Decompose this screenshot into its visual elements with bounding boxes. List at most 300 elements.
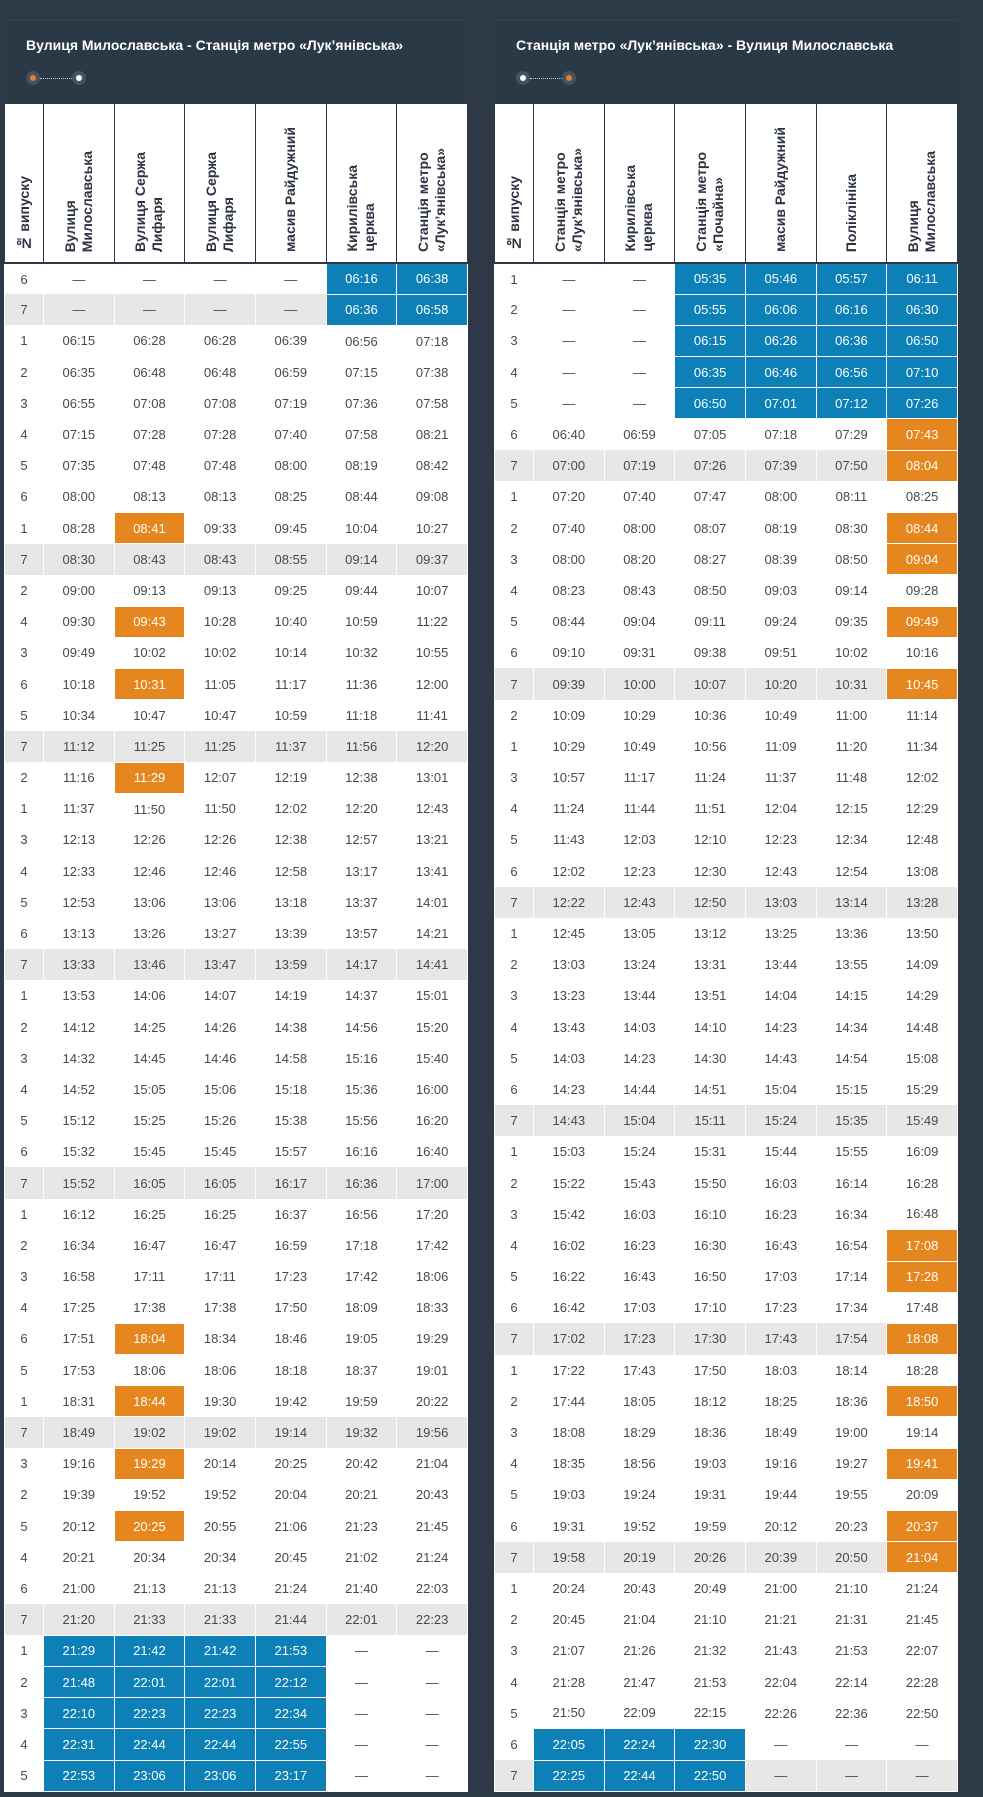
time-cell: 13:08 [887, 856, 958, 887]
time-cell: 21:33 [114, 1604, 185, 1635]
time-cell: 14:34 [816, 1012, 887, 1043]
time-cell: 20:12 [745, 1511, 816, 1542]
time-cell: 06:35 [44, 357, 115, 388]
time-cell: 16:47 [185, 1230, 256, 1261]
time-cell: 17:00 [397, 1167, 468, 1198]
time-cell: 22:26 [745, 1698, 816, 1729]
time-cell: 22:50 [887, 1698, 958, 1729]
table-row [495, 637, 958, 668]
time-cell: 08:11 [816, 481, 887, 512]
time-cell: 15:57 [255, 1136, 326, 1167]
run-number-cell: 6 [5, 263, 44, 294]
time-cell: 15:43 [604, 1167, 675, 1198]
time-cell: 06:55 [44, 388, 115, 419]
time-cell: 12:26 [114, 824, 185, 855]
run-number-cell: 7 [5, 731, 44, 762]
time-cell: 21:29 [44, 1635, 115, 1666]
time-cell: 16:00 [397, 1074, 468, 1105]
run-number-cell: 5 [495, 1479, 534, 1510]
time-cell: 10:49 [604, 731, 675, 762]
time-cell: 10:59 [255, 700, 326, 731]
run-number-cell: 3 [495, 544, 534, 575]
table-row [5, 1105, 468, 1136]
time-cell: 20:49 [675, 1573, 746, 1604]
time-cell: 17:42 [326, 1261, 397, 1292]
time-cell: 10:27 [397, 513, 468, 544]
time-cell: 20:25 [114, 1511, 185, 1542]
dotted-line [530, 78, 562, 79]
table-row [5, 263, 468, 294]
run-number-cell: 1 [5, 1199, 44, 1230]
run-number-cell: 3 [495, 980, 534, 1011]
time-cell: 20:26 [675, 1542, 746, 1573]
time-cell: 19:27 [816, 1448, 887, 1479]
run-number-cell: 6 [5, 1136, 44, 1167]
table-row [495, 762, 958, 793]
timetable [494, 104, 958, 1792]
time-cell: 09:31 [604, 637, 675, 668]
run-number-cell: 3 [495, 762, 534, 793]
time-cell: 20:34 [185, 1542, 256, 1573]
run-number-cell: 4 [495, 1230, 534, 1261]
time-cell: 14:30 [675, 1043, 746, 1074]
time-cell: 10:36 [675, 700, 746, 731]
time-cell: — [255, 263, 326, 294]
time-cell: 13:27 [185, 918, 256, 949]
run-number-cell: 1 [5, 1386, 44, 1417]
time-cell: 10:29 [534, 731, 605, 762]
time-cell: 10:29 [604, 700, 675, 731]
time-cell: 15:24 [604, 1136, 675, 1167]
column-header-label: Кирилівська церква [344, 165, 378, 252]
column-header-label: Станція метро «Почайна» [693, 152, 727, 252]
table-row [495, 450, 958, 481]
time-cell: 06:46 [745, 357, 816, 388]
time-cell: 19:41 [887, 1448, 958, 1479]
time-cell: 10:28 [185, 606, 256, 637]
time-cell: 06:59 [604, 419, 675, 450]
time-cell: 08:23 [534, 575, 605, 606]
time-cell: 18:35 [534, 1448, 605, 1479]
time-cell: 07:15 [326, 357, 397, 388]
time-cell: — [44, 263, 115, 294]
table-row [495, 1323, 958, 1354]
run-number-cell: 1 [5, 325, 44, 356]
time-cell: 19:58 [534, 1542, 605, 1573]
time-cell: 09:49 [887, 606, 958, 637]
time-cell: 07:20 [534, 481, 605, 512]
time-cell: 14:43 [745, 1043, 816, 1074]
time-cell: 10:07 [397, 575, 468, 606]
time-cell: 09:03 [745, 575, 816, 606]
time-cell: 15:01 [397, 980, 468, 1011]
table-row [495, 1573, 958, 1604]
time-cell: 13:21 [397, 824, 468, 855]
time-cell: 16:58 [44, 1261, 115, 1292]
run-number-cell: 7 [495, 450, 534, 481]
time-cell: 10:56 [675, 731, 746, 762]
run-number-cell: 7 [495, 1105, 534, 1136]
column-header-stop [816, 104, 887, 263]
time-cell: — [255, 294, 326, 325]
time-cell: 14:12 [44, 1012, 115, 1043]
time-cell: 18:08 [887, 1323, 958, 1354]
time-cell: 11:00 [816, 700, 887, 731]
table-row [495, 1230, 958, 1261]
time-cell: 10:09 [534, 700, 605, 731]
table-row [5, 325, 468, 356]
time-cell: 20:34 [114, 1542, 185, 1573]
time-cell: 06:06 [745, 294, 816, 325]
time-cell: 14:46 [185, 1043, 256, 1074]
time-cell: 16:02 [534, 1230, 605, 1261]
table-row [5, 1292, 468, 1323]
time-cell: 13:31 [675, 949, 746, 980]
time-cell: 06:48 [114, 357, 185, 388]
time-cell: 06:28 [185, 325, 256, 356]
time-cell: 13:28 [887, 887, 958, 918]
time-cell: 21:43 [745, 1635, 816, 1666]
time-cell: 17:44 [534, 1386, 605, 1417]
run-number-cell: 2 [495, 294, 534, 325]
table-row [5, 1573, 468, 1604]
time-cell: 11:24 [675, 762, 746, 793]
time-cell: 21:00 [44, 1573, 115, 1604]
table-row [495, 1386, 958, 1417]
table-row [5, 450, 468, 481]
table-row [495, 1698, 958, 1729]
time-cell: 07:40 [534, 513, 605, 544]
run-number-cell: 1 [495, 1573, 534, 1604]
run-number-cell: 1 [5, 793, 44, 824]
run-number-cell: 5 [495, 1698, 534, 1729]
time-cell: 13:57 [326, 918, 397, 949]
time-cell: 12:26 [185, 824, 256, 855]
table-row [495, 1635, 958, 1666]
time-cell: 10:14 [255, 637, 326, 668]
time-cell: 16:10 [675, 1199, 746, 1230]
time-cell: 11:48 [816, 762, 887, 793]
run-number-cell: 3 [495, 325, 534, 356]
time-cell: 22:25 [534, 1760, 605, 1791]
run-number-cell: 5 [5, 1105, 44, 1136]
time-cell: 13:18 [255, 887, 326, 918]
time-cell: 19:55 [816, 1479, 887, 1510]
time-cell: 16:37 [255, 1199, 326, 1230]
time-cell: 16:50 [675, 1261, 746, 1292]
time-cell: 13:06 [114, 887, 185, 918]
run-number-cell: 2 [5, 1666, 44, 1697]
column-header-stop [114, 104, 185, 263]
time-cell: 13:47 [185, 949, 256, 980]
time-cell: 12:57 [326, 824, 397, 855]
table-row [5, 731, 468, 762]
table-row [495, 1261, 958, 1292]
time-cell: 19:24 [604, 1479, 675, 1510]
time-cell: 10:55 [397, 637, 468, 668]
time-cell: 14:41 [397, 949, 468, 980]
time-cell: 17:20 [397, 1199, 468, 1230]
white-dot-icon [72, 71, 86, 85]
run-number-cell: 5 [495, 1043, 534, 1074]
time-cell: 09:14 [816, 575, 887, 606]
time-cell: 18:05 [604, 1386, 675, 1417]
time-cell: 14:32 [44, 1043, 115, 1074]
run-number-cell: 2 [495, 1167, 534, 1198]
time-cell: 08:00 [44, 481, 115, 512]
time-cell: 21:28 [534, 1666, 605, 1697]
time-cell: 17:23 [604, 1323, 675, 1354]
table-row [5, 544, 468, 575]
table-row [495, 1542, 958, 1573]
time-cell: 18:12 [675, 1386, 746, 1417]
time-cell: 17:54 [816, 1323, 887, 1354]
time-cell: 06:39 [255, 325, 326, 356]
run-number-cell: 3 [495, 1417, 534, 1448]
time-cell: 13:14 [816, 887, 887, 918]
time-cell: — [114, 294, 185, 325]
time-cell: 11:24 [534, 793, 605, 824]
time-cell: 13:44 [745, 949, 816, 980]
table-row [495, 1760, 958, 1791]
time-cell: 10:20 [745, 668, 816, 699]
white-dot-icon [516, 71, 530, 85]
time-cell: 06:56 [326, 325, 397, 356]
column-header-label: № випуску [505, 176, 522, 252]
run-number-cell: 6 [495, 856, 534, 887]
time-cell: 12:54 [816, 856, 887, 887]
time-cell: — [887, 1760, 958, 1791]
time-cell: 19:03 [534, 1479, 605, 1510]
table-row [5, 419, 468, 450]
table-row [495, 1479, 958, 1510]
run-number-cell: 7 [5, 949, 44, 980]
time-cell: 14:23 [745, 1012, 816, 1043]
time-cell: 09:13 [185, 575, 256, 606]
time-cell: 18:34 [185, 1323, 256, 1354]
time-cell: 16:30 [675, 1230, 746, 1261]
time-cell: 17:38 [185, 1292, 256, 1323]
time-cell: 11:25 [185, 731, 256, 762]
time-cell: 14:56 [326, 1012, 397, 1043]
time-cell: — [604, 357, 675, 388]
time-cell: — [604, 294, 675, 325]
time-cell: — [185, 263, 256, 294]
time-cell: 22:44 [604, 1760, 675, 1791]
time-cell: 12:30 [675, 856, 746, 887]
time-cell: 14:48 [887, 1012, 958, 1043]
run-number-cell: 4 [495, 1012, 534, 1043]
time-cell: 14:26 [185, 1012, 256, 1043]
time-cell: 19:52 [604, 1511, 675, 1542]
time-cell: 13:50 [887, 918, 958, 949]
time-cell: 08:44 [534, 606, 605, 637]
table-row [495, 513, 958, 544]
time-cell: 20:43 [397, 1479, 468, 1510]
time-cell: 20:22 [397, 1386, 468, 1417]
time-cell: 16:34 [816, 1199, 887, 1230]
time-cell: 10:02 [816, 637, 887, 668]
time-cell: 07:26 [675, 450, 746, 481]
time-cell: 10:00 [604, 668, 675, 699]
time-cell: 22:04 [745, 1666, 816, 1697]
table-row [5, 294, 468, 325]
time-cell: 07:19 [604, 450, 675, 481]
run-number-cell: 2 [5, 1012, 44, 1043]
time-cell: 17:43 [745, 1323, 816, 1354]
run-number-cell: 5 [5, 1760, 44, 1791]
time-cell: 07:50 [816, 450, 887, 481]
time-cell: 21:32 [675, 1635, 746, 1666]
table-row [495, 1012, 958, 1043]
time-cell: 19:14 [887, 1417, 958, 1448]
time-cell: 15:24 [745, 1105, 816, 1136]
time-cell: 14:58 [255, 1043, 326, 1074]
time-cell: 13:55 [816, 949, 887, 980]
time-cell: 18:50 [887, 1386, 958, 1417]
time-cell: 21:53 [675, 1666, 746, 1697]
time-cell: 09:39 [534, 668, 605, 699]
run-number-cell: 7 [5, 1417, 44, 1448]
time-cell: 20:43 [604, 1573, 675, 1604]
time-cell: 12:29 [887, 793, 958, 824]
time-cell: 06:30 [887, 294, 958, 325]
time-cell: 21:48 [44, 1666, 115, 1697]
time-cell: — [326, 1698, 397, 1729]
time-cell: 19:30 [185, 1386, 256, 1417]
time-cell: 08:43 [604, 575, 675, 606]
time-cell: 19:01 [397, 1355, 468, 1386]
time-cell: 10:18 [44, 668, 115, 699]
time-cell: 22:14 [816, 1666, 887, 1697]
time-cell: 17:03 [604, 1292, 675, 1323]
table-row [5, 1261, 468, 1292]
time-cell: 09:37 [397, 544, 468, 575]
time-cell: 18:36 [675, 1417, 746, 1448]
run-number-cell: 7 [5, 544, 44, 575]
time-cell: 07:08 [185, 388, 256, 419]
time-cell: 15:56 [326, 1105, 397, 1136]
time-cell: 21:23 [326, 1511, 397, 1542]
time-cell: 08:00 [604, 513, 675, 544]
time-cell: 07:28 [185, 419, 256, 450]
table-row [495, 1043, 958, 1074]
time-cell: 19:59 [326, 1386, 397, 1417]
time-cell: 12:02 [255, 793, 326, 824]
time-cell: 16:40 [397, 1136, 468, 1167]
run-number-cell: 6 [495, 1074, 534, 1105]
time-cell: 08:39 [745, 544, 816, 575]
time-cell: 06:38 [397, 263, 468, 294]
run-number-cell: 5 [5, 1355, 44, 1386]
table-row [495, 700, 958, 731]
time-cell: 07:58 [326, 419, 397, 450]
time-cell: 17:23 [255, 1261, 326, 1292]
time-cell: 12:03 [604, 824, 675, 855]
time-cell: 18:18 [255, 1355, 326, 1386]
orange-dot-icon [562, 71, 576, 85]
time-cell: 21:33 [185, 1604, 256, 1635]
table-row [5, 700, 468, 731]
time-cell: 08:00 [745, 481, 816, 512]
table-row [5, 1698, 468, 1729]
run-number-cell: 4 [5, 1729, 44, 1760]
column-header-label: масив Райдужний [772, 126, 789, 252]
time-cell: 12:22 [534, 887, 605, 918]
time-cell: 07:58 [397, 388, 468, 419]
time-cell: 18:03 [745, 1355, 816, 1386]
table-row [495, 1417, 958, 1448]
run-number-cell: 7 [495, 1760, 534, 1791]
time-cell: 15:29 [887, 1074, 958, 1105]
time-cell: 18:25 [745, 1386, 816, 1417]
time-cell: 11:50 [114, 793, 185, 824]
direction-indicator [516, 71, 576, 87]
run-number-cell: 4 [495, 793, 534, 824]
time-cell: 14:03 [604, 1012, 675, 1043]
time-cell: 11:20 [816, 731, 887, 762]
time-cell: 09:38 [675, 637, 746, 668]
time-cell: 09:24 [745, 606, 816, 637]
time-cell: 12:33 [44, 856, 115, 887]
run-number-cell: 7 [5, 1167, 44, 1198]
time-cell: 13:59 [255, 949, 326, 980]
column-header-stop [44, 104, 115, 263]
time-cell: 10:04 [326, 513, 397, 544]
time-cell: 17:42 [397, 1230, 468, 1261]
time-cell: 17:11 [114, 1261, 185, 1292]
time-cell: 17:14 [816, 1261, 887, 1292]
time-cell: — [326, 1729, 397, 1760]
time-cell: 20:21 [44, 1542, 115, 1573]
time-cell: 21:24 [887, 1573, 958, 1604]
time-cell: 12:45 [534, 918, 605, 949]
time-cell: 13:17 [326, 856, 397, 887]
table-row [5, 1417, 468, 1448]
time-cell: 20:19 [604, 1542, 675, 1573]
run-number-cell: 6 [495, 1292, 534, 1323]
time-cell: 10:02 [114, 637, 185, 668]
time-cell: 15:35 [816, 1105, 887, 1136]
table-row [5, 1355, 468, 1386]
column-header-label: Вулиця Сержа Лифаря [203, 151, 237, 252]
time-cell: 12:48 [887, 824, 958, 855]
time-cell: 21:13 [185, 1573, 256, 1604]
time-cell: 22:34 [255, 1698, 326, 1729]
run-number-cell: 6 [5, 668, 44, 699]
time-cell: 08:44 [326, 481, 397, 512]
table-row [5, 637, 468, 668]
time-cell: 19:39 [44, 1479, 115, 1510]
time-cell: 20:42 [326, 1448, 397, 1479]
time-cell: 16:59 [255, 1230, 326, 1261]
time-cell: 22:53 [44, 1760, 115, 1791]
run-number-cell: 2 [495, 513, 534, 544]
time-cell: 18:06 [185, 1355, 256, 1386]
time-cell: 12:00 [397, 668, 468, 699]
table-row [5, 824, 468, 855]
table-row [495, 1448, 958, 1479]
time-cell: 22:07 [887, 1635, 958, 1666]
time-cell: 22:24 [604, 1729, 675, 1760]
time-cell: 08:13 [114, 481, 185, 512]
time-cell: 09:08 [397, 481, 468, 512]
time-cell: 12:23 [604, 856, 675, 887]
time-cell: 08:50 [675, 575, 746, 606]
time-cell: 15:40 [397, 1043, 468, 1074]
table-row [5, 1448, 468, 1479]
time-cell: 14:23 [604, 1043, 675, 1074]
